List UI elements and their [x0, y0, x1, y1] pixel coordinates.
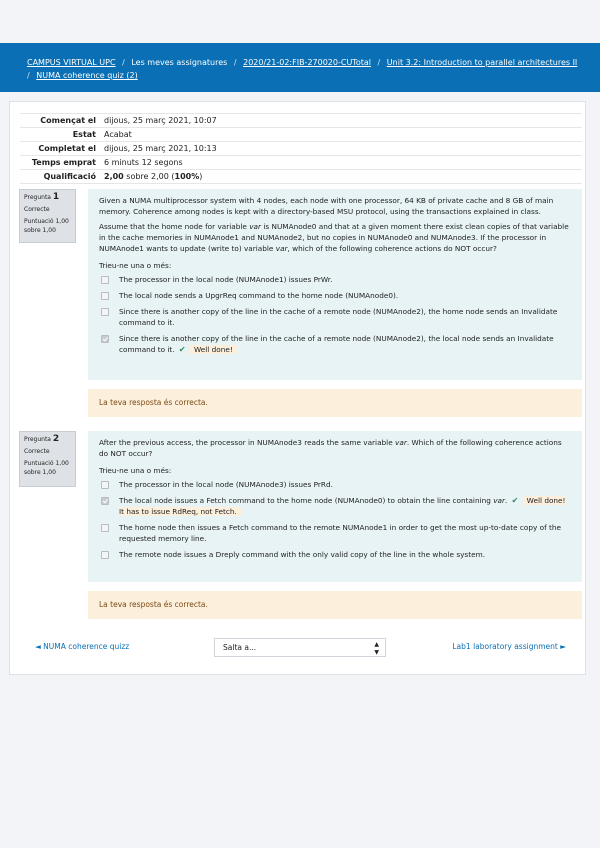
- summary-row-time: [20, 156, 582, 170]
- select-arrows-icon: ▲ ▼: [374, 641, 379, 656]
- checkbox-icon[interactable]: [101, 524, 109, 532]
- checkbox-icon[interactable]: [101, 276, 109, 284]
- summary-row-grade: [20, 170, 582, 184]
- question-1-option-c[interactable]: [99, 306, 571, 328]
- question-2-text: [99, 437, 571, 459]
- question-2-content: [88, 431, 582, 582]
- question-2-option-c[interactable]: [99, 522, 571, 544]
- main-panel: [9, 101, 586, 675]
- grade-close: ): [199, 172, 203, 181]
- checkbox-icon[interactable]: [101, 308, 109, 316]
- summary-label: Temps emprat: [20, 156, 102, 170]
- var-name: var: [249, 222, 262, 231]
- option-text: Since there is another copy of the line in the cache of a remote node (NUMAnode2), the local node sends an Invalidate command to it.: [119, 334, 554, 354]
- question-grade: Puntuació 1,00 sobre 1,00: [24, 460, 69, 476]
- option-text: The processor in the local node (NUMAnode3) issues PrRd.: [119, 480, 333, 489]
- summary-row-completed: [20, 142, 582, 156]
- question-state: Correcte: [24, 448, 50, 455]
- jump-to-select[interactable]: [214, 638, 386, 657]
- checkmark-icon: ✔: [178, 345, 186, 354]
- summary-row-started: [20, 114, 582, 128]
- text-part: After the previous access, the processor in NUMAnode3 reads the same variable: [99, 438, 396, 447]
- question-2-option-d[interactable]: [99, 549, 571, 560]
- checkbox-icon[interactable]: [101, 292, 109, 300]
- option-text: The local node sends a UpgrReq command to the home node (NUMAnode0).: [119, 291, 399, 300]
- question-2-prompt: Trieu-ne una o més:: [99, 466, 172, 475]
- var-name: var: [275, 244, 288, 253]
- breadcrumb-separator: /: [233, 58, 237, 67]
- question-number-value: 1: [52, 192, 60, 202]
- breadcrumb-separator: /: [27, 71, 30, 80]
- option-text: The home node then issues a Fetch command to the remote NUMAnode1 in order to get the most up-to-date copy of the requested memory line.: [119, 523, 561, 543]
- text-part: .: [504, 496, 508, 505]
- grade-score: 2,00: [104, 172, 124, 181]
- text-part: Assume that the home node for variable: [99, 222, 250, 231]
- question-1-option-b[interactable]: [99, 290, 571, 301]
- grade-of: sobre 2,00 (: [123, 172, 175, 181]
- question-number: [24, 193, 71, 202]
- checkbox-checked-icon[interactable]: [101, 497, 109, 505]
- grade-percent: 100%: [174, 172, 200, 181]
- breadcrumb-campus[interactable]: CAMPUS VIRTUAL UPC: [27, 58, 116, 67]
- text-part: is NUMAnode0 and that at a given moment there exist clean copies of that variable in the cache memories in NUMAnode1 and NUMAnode2, but no copies in NUMAnode0 and NUMAnode3. If the processor in NUMAnode1 wants to update (write to) variable: [99, 222, 569, 253]
- question-1-prompt: Trieu-ne una o més:: [99, 261, 172, 270]
- breadcrumb-separator: /: [122, 58, 125, 67]
- question-state: Correcte: [24, 206, 50, 213]
- prev-activity-link[interactable]: ◄ NUMA coherence quizz: [35, 642, 130, 651]
- summary-value: 6 minuts 12 segons: [102, 156, 582, 170]
- summary-value: dijous, 25 març 2021, 10:13: [102, 142, 582, 156]
- question-2-info: [19, 431, 76, 487]
- question-1-info: [19, 189, 76, 243]
- option-text: [119, 496, 507, 505]
- question-label: Pregunta: [24, 436, 51, 443]
- question-number-value: 2: [52, 434, 60, 444]
- summary-value: [102, 170, 582, 184]
- summary-value: dijous, 25 març 2021, 10:07: [102, 114, 582, 128]
- attempt-summary-table: [20, 113, 582, 184]
- option-text: The remote node issues a Dreply command with the only valid copy of the line in the whole system.: [119, 550, 486, 559]
- breadcrumb-separator: /: [377, 58, 381, 67]
- question-1-option-d[interactable]: [99, 333, 571, 355]
- question-1-option-a[interactable]: [99, 274, 571, 285]
- question-2-option-a[interactable]: [99, 479, 571, 490]
- next-activity-link[interactable]: Lab1 laboratory assignment ►: [452, 642, 566, 651]
- question-1-text-2: [99, 221, 571, 254]
- breadcrumb: [27, 56, 587, 82]
- breadcrumb-quiz[interactable]: NUMA coherence quiz (2): [36, 71, 138, 80]
- option-feedback: Well done! It has to issue RdReq, not Fetch.: [119, 496, 566, 516]
- checkmark-icon: ✔: [511, 496, 519, 505]
- breadcrumb-my-courses: Les meves assignatures: [131, 58, 228, 67]
- question-1-result: La teva resposta és correcta.: [88, 389, 582, 417]
- breadcrumb-course[interactable]: 2020/21-02:FIB-270020-CUTotal: [243, 58, 371, 67]
- summary-label: Començat el: [20, 114, 102, 128]
- jump-to-label: Salta a...: [223, 643, 257, 652]
- option-text: The processor in the local node (NUMAnode1) issues PrWr.: [119, 275, 333, 284]
- question-number: [24, 435, 71, 444]
- checkbox-icon[interactable]: [101, 551, 109, 559]
- summary-row-state: [20, 128, 582, 142]
- question-label: Pregunta: [24, 194, 51, 201]
- text-part: The local node issues a Fetch command to the home node (NUMAnode0) to obtain the line containing: [119, 496, 494, 505]
- question-2-result: La teva resposta és correcta.: [88, 591, 582, 619]
- text-part: , which of the following coherence actions do NOT occur?: [287, 244, 497, 253]
- question-1-text-1: Given a NUMA multiprocessor system with 4 nodes, each node with one processor, 64 KB of private cache and 8 GB of main memory. Coherence among nodes is kept with a directory-based MSU protocol, using the transactions explained in class.: [99, 196, 554, 216]
- question-1-content: [88, 189, 582, 380]
- summary-label: Completat el: [20, 142, 102, 156]
- text-part: . Which of the following coherence actions do NOT occur?: [99, 438, 562, 458]
- summary-label: Qualificació: [20, 170, 102, 184]
- breadcrumb-unit[interactable]: Unit 3.2: Introduction to parallel architectures II: [386, 58, 578, 67]
- option-text: Since there is another copy of the line in the cache of a remote node (NUMAnode2), the home node sends an Invalidate command to it.: [119, 307, 558, 327]
- checkbox-checked-icon[interactable]: [101, 335, 109, 343]
- summary-label: Estat: [20, 128, 102, 142]
- var-name: var: [395, 438, 407, 447]
- question-grade: Puntuació 1,00 sobre 1,00: [24, 218, 69, 234]
- summary-value: Acabat: [102, 128, 582, 142]
- checkbox-icon[interactable]: [101, 481, 109, 489]
- question-2-option-b[interactable]: [99, 495, 571, 517]
- option-feedback: Well done!: [190, 345, 237, 354]
- var-name: var: [493, 496, 505, 505]
